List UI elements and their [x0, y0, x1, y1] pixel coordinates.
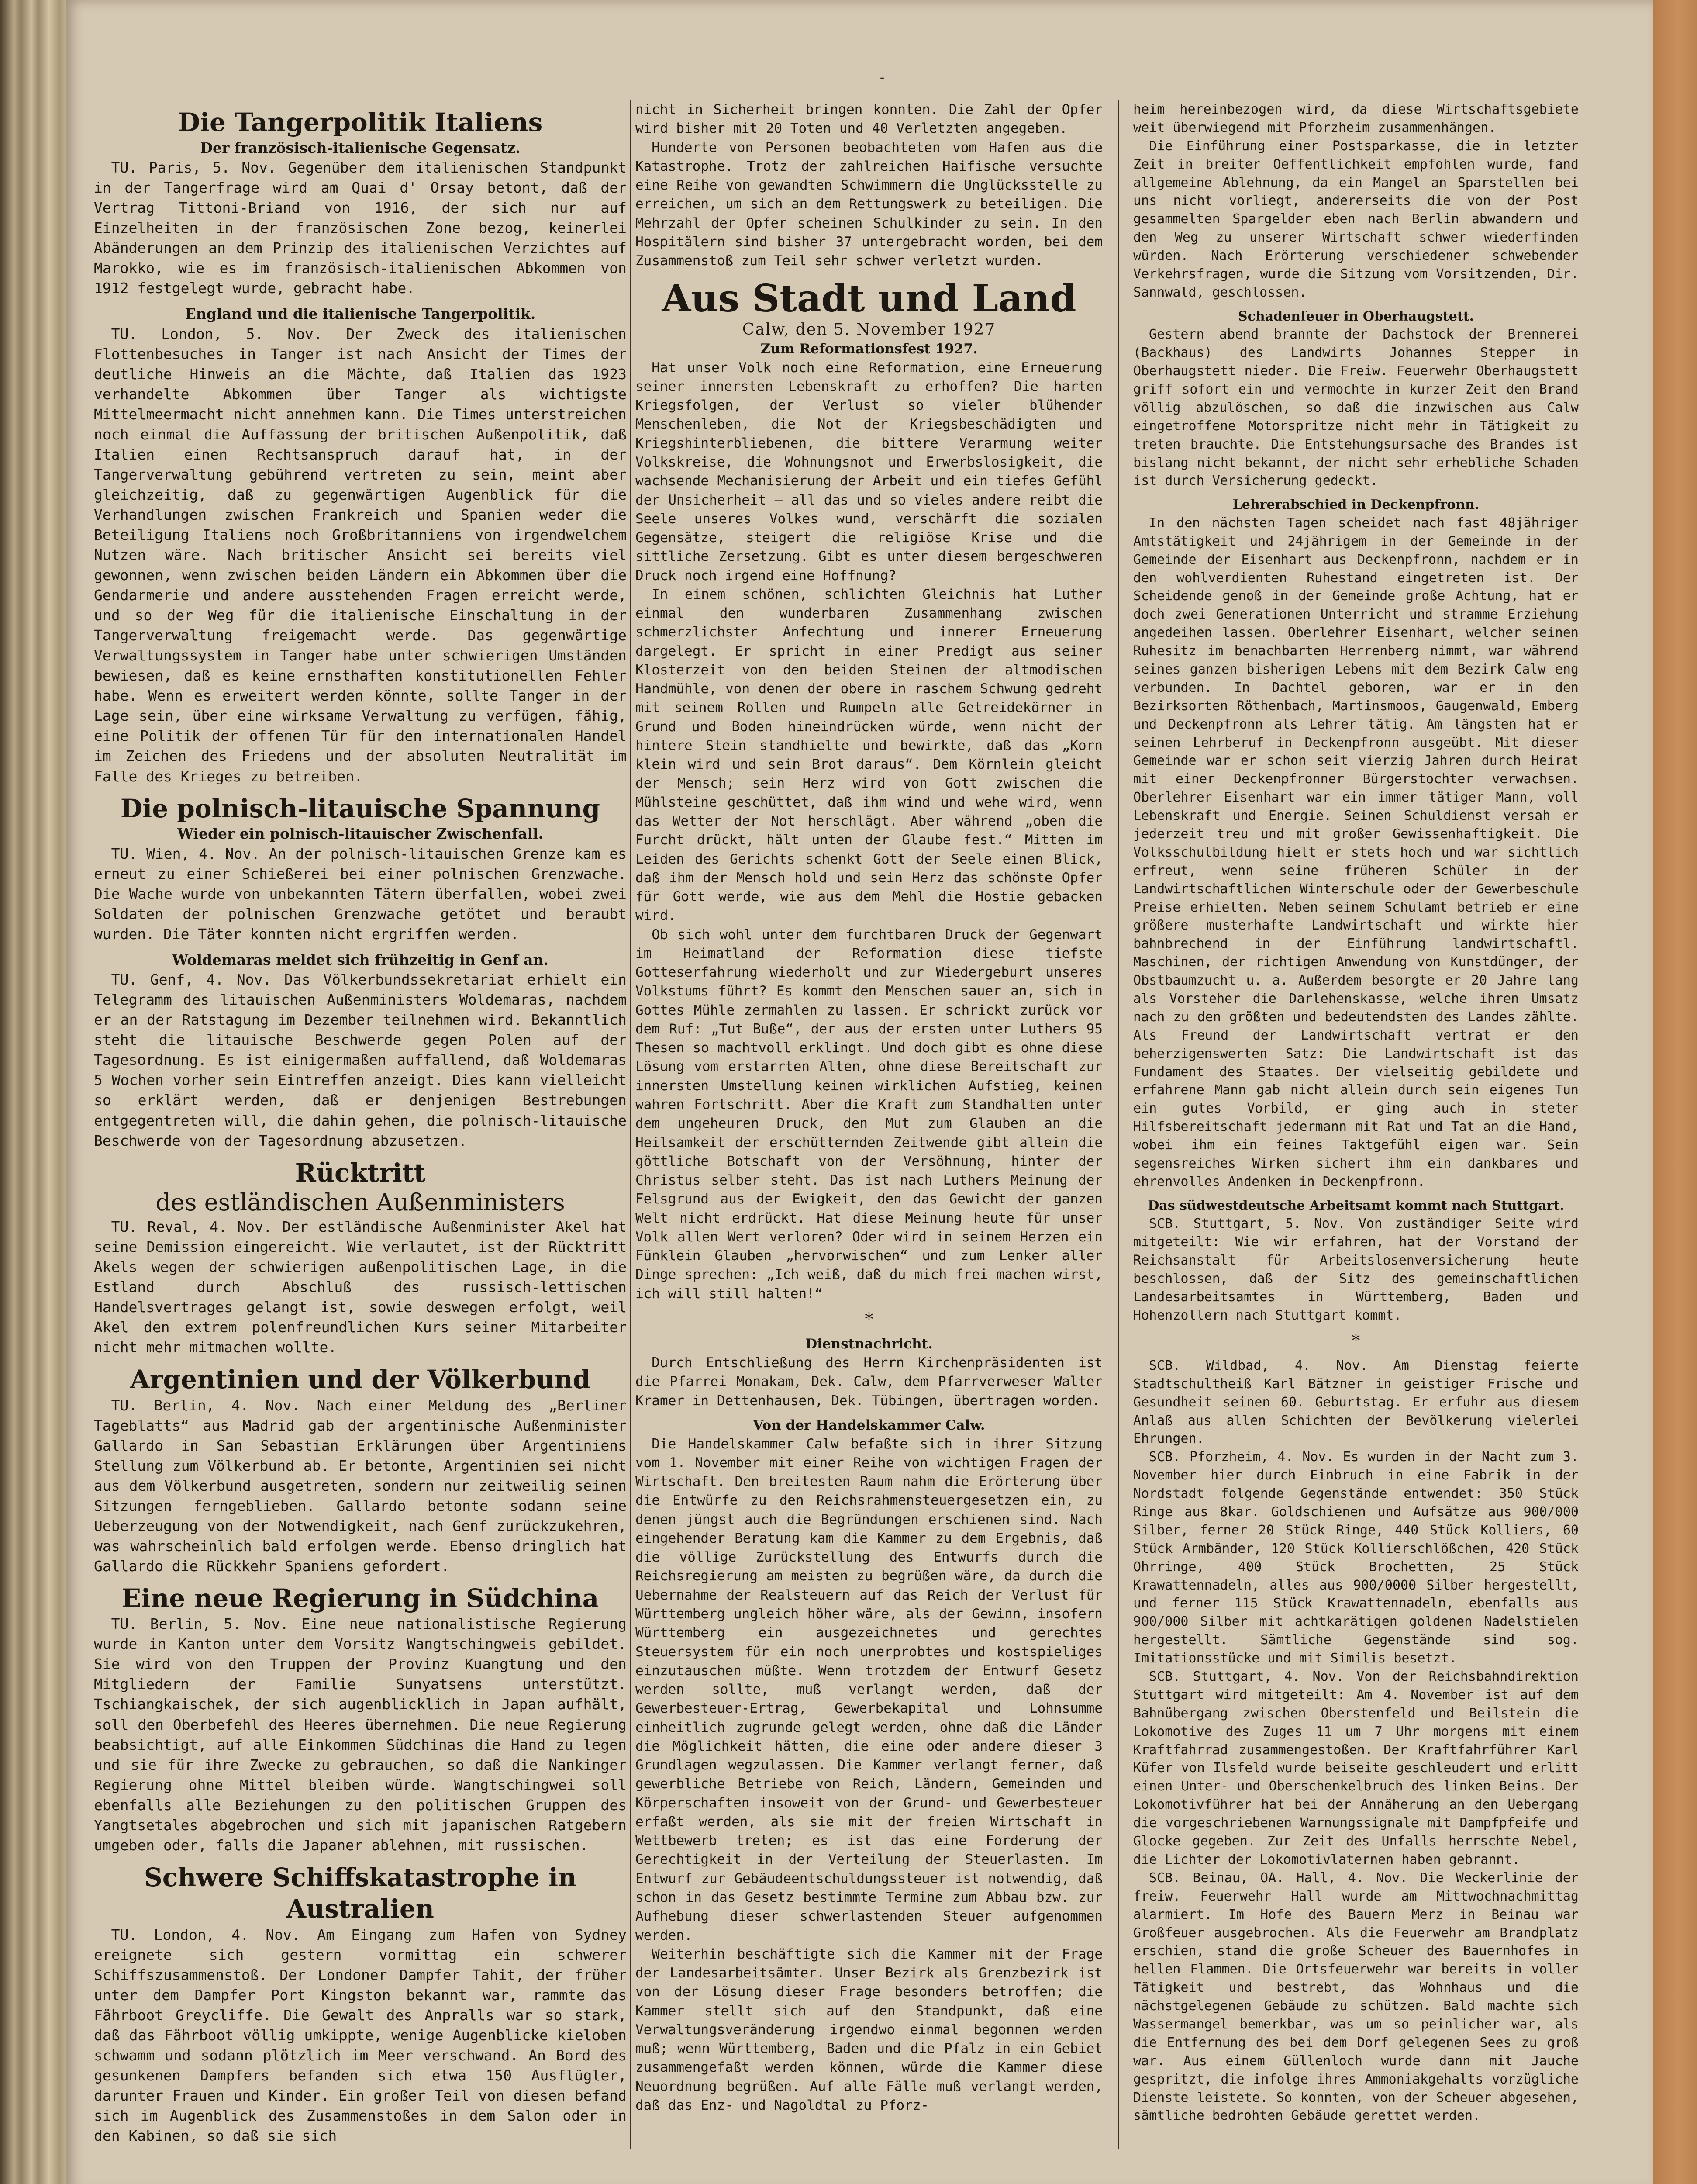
article-paragraph: TU. Berlin, 5. Nov. Eine neue nationalistische Regierung wurde in Kanton unter dem Vorsitz Wangtschingweis gebildet. Sie wird von den Truppen der Provinz Kuangtung und den Mitgliedern der Familie Sunyatsens unterstützt. Tschiangkaischek, der sich augenblicklich in Japan aufhält, soll den Oberbefehl des Heeres übernehmen. Die neue Regierung beabsichtigt, auf alle Einkommen Südchinas die Hand zu legen und sie für ihre Zwecke zu gebrauchen, so daß die Nankinger Regierung ohne Mittel bleiben würde. Wangtschingwei soll ebenfalls alle Beziehungen zu den politischen Gruppen des Yangtsetales abgebrochen und sich mit japanischen Ratgebern umgeben oder, falls die Japaner ablehnen, mit russischen.	[94, 1615, 627, 1854]
article-paragraph: Hunderte von Personen beobachteten vom Hafen aus die Katastrophe. Trotz der zahlreichen Haifische versuchte eine Reihe von gewandten Schwimmern die Unglücksstelle zu erreichen, um sich an dem Rettungswerk zu beteiligen. Die Mehrzahl der Opfer scheinen Schulkinder zu sein. In den Hospitälern sind bisher 37 untergebracht worden, bei dem Zusammenstoß zum Teil sehr schwer verletzt wurden.	[635, 139, 1103, 269]
column-3	[1133, 100, 1579, 2125]
article-subheadline: Wieder ein polnisch-litauischer Zwischenfall.	[177, 825, 544, 843]
article-paragraph: nicht in Sicherheit bringen konnten. Die Zahl der Opfer wird bisher mit 20 Toten und 40 Verletzten angegeben.	[635, 102, 1103, 137]
news-item-heading: Lehrerabschied in Deckenpfronn.	[1232, 497, 1480, 513]
article-headline: Rücktritt	[295, 1158, 426, 1188]
section-dateline: Calw, den 5. November 1927	[742, 320, 996, 339]
article-headline: Schwere Schiffskatastrophe in Australien	[144, 1862, 577, 1924]
article-paragraph: Weiterhin beschäftigte sich die Kammer mit der Frage der Landesarbeitsämter. Unser Bezirk als Grenzbezirk ist von der Lösung dieser Frage besonders betroffen; die Kammer stellt sich auf den Standpunkt, daß eine Verwaltungsveränderung irgendwo einmal begonnen werden muß; wenn Württemberg, Baden und die Pfalz in ein Gebiet zusammengefaßt werden können, würde die Kammer diese Neuordnung begrüßen. Auf alle Fälle muß verlangt werden, daß das Enz- und Nagoldtal zu Pforz-	[635, 1946, 1103, 2113]
article-subheadline: Der französisch-italienische Gegensatz.	[200, 139, 521, 156]
article-paragraph: SCB. Stuttgart, 4. Nov. Von der Reichsbahndirektion Stuttgart wird mitgeteilt: Am 4. November ist auf dem Bahnübergang zwischen Oberstenfeld und Beilstein die Lokomotive des Zuges 11 um 7 Uhr morgens mit einem Kraftfahrrad zusammengestoßen. Der Kraftfahrführer Karl Küfer von Ilsfeld wurde beiseite geschleudert und erlitt einen Unter- und Oberschenkelbruch des linken Beins. Der Lokomotivführer hat bei der Annäherung an den Uebergang die vorgeschriebenen Warnungssignale mit Dampfpfeife und Glocke gegeben. Zur Zeit des Unfalls herrschte Nebel, die Lichter der Lokomotivlaternen haben gebrannt.	[1133, 1669, 1579, 1867]
article-paragraph: Ob sich wohl unter dem furchtbaren Druck der Gegenwart im Heimatland der Reformation diese tiefste Gotteserfahrung wiederholt und zur Wiedergeburt unseres Volkstums führt? Es kommt den Menschen sauer an, sich in Gottes Mühle zermahlen zu lassen. Er schrickt zurück vor dem Ruf: „Tut Buße“, der aus der ersten unter Luthers 95 Thesen so machtvoll erklingt. Und doch gibt es ohne diese Lösung vom erstarrten Alten, ohne diese Bereitschaft zur innersten Umstellung keinen wirklichen Aufstieg, keinen wahren Fortschritt. Aber die Kraft zum Standhalten unter dem ungeheuren Druck, den Mut zum Glauben an die Heilsamkeit der erschütternden Zeitwende gibt allein die göttliche Botschaft von der Versöhnung, hinter der Christus selber steht. Das ist nach Luthers Meinung der Felsgrund aus der Ewigkeit, den das Gewicht der ganzen Welt nicht erdrückt. Hat diese Meinung heute für unser Volk allen Wert verloren? Oder wird in seinem Herzen ein Fünklein Glauben „hervorwischen“ und zum Lenker aller Dinge sprechen: „Ich weiß, daß du mich frei machen wirst, ich will still halten!“	[635, 926, 1103, 1302]
article-paragraph: Die Einführung einer Postsparkasse, die in letzter Zeit in breiter Oeffentlichkeit empfohlen wurde, fand allgemeine Ablehnung, da ein Mangel an Sparstellen bei uns nicht vorliegt, andererseits die von der Post gesammelten Spargelder eben nach Berlin abwandern und den Weg zu unserer Wirtschaft schwer wiederfinden würden. Nach Erörterung verschiedener schwebender Verkehrsfragen, wurde die Sitzung vom Vorsitzenden, Dir. Sannwald, geschlossen.	[1133, 138, 1579, 300]
article-paragraph: heim hereinbezogen wird, da diese Wirtschaftsgebiete weit überwiegend mit Pforzheim zusammenhängen.	[1133, 102, 1579, 135]
article-subheadline: Dienstnachricht.	[805, 1336, 933, 1352]
next-page-edge	[1653, 0, 1697, 2184]
article-paragraph: In einem schönen, schlichten Gleichnis hat Luther einmal den wunderbaren Zusammenhang zwischen schmerzlichster Anfechtung und innerer Erneuerung dargelegt. Er spricht in einer Predigt aus seiner Klosterzeit von den beiden Steinen der altmodischen Handmühle, von denen der obere in raschem Schwung gedreht mit seinem Rollen und Rumpeln alle Getreidekörner in Grund und Boden hineindrücken würde, wenn nicht der hintere Stein standhielte und bewirkte, daß das „Korn klein wird und sein Brot daraus“. Dem Körnlein gleicht der Mensch; sein Herz wird von Gott zwischen die Mühlsteine geschüttet, daß ihm wind und wehe wird, wenn das Wetter der Not herschlägt. Aber während „oben die Furcht drückt, hält unten der Glaube fest.“ Mitten im Leiden des Gerichts schenkt Gott der Seele einen Blick, daß ihm der Mensch hold und sein Herz das schönste Opfer für Gott werde, wie aus dem Mehl die Hostie gebacken wird.	[635, 586, 1103, 924]
article-paragraph: SCB. Stuttgart, 5. Nov. Von zuständiger Seite wird mitgeteilt: Wie wir erfahren, hat der Vorstand der Reichsanstalt für Arbeitslosenversicherung heute beschlossen, daß der Sitz des gemeinschaftlichen Landesarbeitsamtes in Württemberg, Baden und Hohenzollern nach Stuttgart kommt.	[1133, 1216, 1579, 1323]
article-paragraph: SCB. Wildbad, 4. Nov. Am Dienstag feierte Stadtschultheiß Karl Bätzner in geistiger Frische und Gesundheit seinen 60. Geburtstag. Er erfuhr aus diesem Anlaß aus allen Schichten der Bevölkerung vielerlei Ehrungen.	[1133, 1358, 1579, 1447]
article-paragraph: TU. London, 4. Nov. Am Eingang zum Hafen von Sydney ereignete sich gestern vormittag ein schwerer Schiffszusammenstoß. Der Londoner Dampfer Tahit, der früher unter dem Dampfer Port Kingston bekannt war, rammte das Fährboot Greycliffe. Die Gewalt des Anpralls war so stark, daß das Fährboot völlig umkippte, wenige Augenblicke kieloben schwamm und sodann plötzlich im Meer verschwand. An Bord des gesunkenen Dampfers befanden sich etwa 150 Ausflügler, darunter Frauen und Kinder. Ein großer Teil von diesen befand sich im Augenblick des Zusammenstoßes in dem Salon oder in den Kabinen, so daß sie sich	[94, 1926, 627, 2145]
article-paragraph: TU. Genf, 4. Nov. Das Völkerbundssekretariat erhielt ein Telegramm des litauischen Außenministers Woldemaras, nachdem er an der Ratstagung im Dezember teilnehmen wird. Bekanntlich steht die litauische Beschwerde gegen Polen auf der Tagesordnung. Es ist einigermaßen auffallend, daß Woldemaras 5 Wochen vorher sein Eintreffen anzeigt. Dies kann vielleicht so erklärt werden, daß er denjenigen Bestrebungen entgegentreten will, die dahin gehen, die polnisch-litauische Beschwerde von der Tagesordnung abzusetzen.	[94, 971, 627, 1149]
news-item-heading: Von der Handelskammer Calw.	[753, 1417, 985, 1433]
section-separator-asterisk: *	[1352, 1330, 1360, 1350]
column-rule-left	[630, 100, 631, 2149]
article-paragraph: In den nächsten Tagen scheidet nach fast 48jähriger Amtstätigkeit und 24jährigem in der Gemeinde in der Gemeinde der Eisenhart aus Deckenpfronn, nachdem er in den wohlverdienten Ruhestand eingetreten ist. Der Scheidende genoß in der Gemeinde große Achtung, hat er doch zwei Generationen Unterricht und stramme Erziehung angedeihen lassen. Oberlehrer Eisenhart, welcher seinen Ruhesitz im benachbarten Herrenberg nimmt, war während seines ganzen bisherigen Lebens mit dem Bezirk Calw eng verbunden. In Dachtel geboren, war er in den Bezirksorten Röthenbach, Martinsmoos, Gaugenwald, Emberg und Deckenpfronn als Lehrer tätig. Am längsten hat er seinen Lehrberuf in Deckenpfronn ausgeübt. Mit dieser Gemeinde war er schon seit vierzig Jahren durch Heirat mit einer Deckenpfronner Bürgerstochter verwachsen. Oberlehrer Eisenhart war ein immer tätiger Mann, voll Lebenskraft und Energie. Seinen Schuldienst versah er jederzeit treu und mit großer Gewissenhaftigkeit. Die Volksschulbildung hielt er stets hoch und war sichtlich erfreut, wenn seine früheren Schüler in der Landwirtschaftlichen Winterschule oder der Gewerbeschule Preise erhielten. Neben seinem Schulamt betrieb er eine größere musterhafte Landwirtschaft und wirkte hier bahnbrechend in der Einführung landwirtschaftl. Maschinen, der richtigen Anwendung von Kunstdünger, der Obstbaumzucht u. a. Außerdem besorgte er 20 Jahre lang als Vorsteher die Darlehenskasse, welche ihren Umsatz nach zu den größten und bedeutendsten des Landes zählte. Als Freund der Landwirtschaft vertrat er den beherzigenswerten Satz: Die Landwirtschaft ist das Fundament des Staates. Der vielseitig gebildete und erfahrene Mann gab nicht allein durch sein eigenes Tun ein gutes Vorbild, er ging auch in steter Hilfsbereitschaft jedermann mit Rat und Tat an die Hand, wobei ihm ein feines Taktgefühl eigen war. Sein segensreiches Wirken sichert ihm ein dankbares und ehrenvolles Andenken in Deckenpfronn.	[1133, 515, 1579, 1189]
article-paragraph: TU. Berlin, 4. Nov. Nach einer Meldung des „Berliner Tageblatts“ aus Madrid gab der argentinische Außenminister Gallardo in San Sebastian Erklärungen über Argentiniens Stellung zum Völkerbund ab. Er betonte, Argentinien sei nicht aus dem Völkerbund ausgetreten, sondern nur zeitweilig seinen Sitzungen ferngeblieben. Gallardo betonte sodann seine Ueberzeugung von der Notwendigkeit, nach Genf zurückzukehren, was wahrscheinlich bald erfolgen werde. Ebenso dringlich hat Gallardo die Rückkehr Spaniens gefordert.	[94, 1396, 627, 1575]
column-1	[94, 100, 627, 2146]
news-item-heading: England und die italienische Tangerpolitik.	[185, 305, 536, 323]
article-paragraph: TU. Reval, 4. Nov. Der estländische Außenminister Akel hat seine Demission eingereicht. Wie verlautet, ist der Rücktritt Akels wegen der schwierigen außenpolitischen Lage, in die Estland durch Abschluß des russisch-lettischen Handelsvertrages gelangt ist, sowie deswegen erfolgt, weil Akel den extrem polenfreundlichen Kurs seiner Mitarbeiter nicht mehr mitmachen wollte.	[94, 1218, 627, 1356]
section-separator-asterisk: *	[865, 1309, 873, 1329]
article-paragraph: Hat unser Volk noch eine Reformation, eine Erneuerung seiner innersten Lebenskraft zu erhoffen? Die harten Kriegsfolgen, der Verlust so vieler blühender Menschenleben, die Not der Kriegsbeschädigten und Kriegshinterbliebenen, die bittere Verarmung weiter Volkskreise, die Wohnungsnot und Erwerbslosigkeit, die wachsende Mechanisierung der Arbeit und ein tiefes Gefühl der Unsicherheit — all das und so vieles andere reibt die Seele unseres Volkes wund, verschärft die sozialen Gegensätze, steigert die religiöse Krise und die sittliche Zersetzung. Gibt es unter diesem bergeschweren Druck noch irgend eine Hoffnung?	[635, 359, 1103, 584]
article-headline: Argentinien und der Völkerbund	[130, 1365, 591, 1395]
article-paragraph: SCB. Pforzheim, 4. Nov. Es wurden in der Nacht zum 3. November hier durch Einbruch in eine Fabrik in der Nordstadt folgende Gegenstände entwendet: 350 Stück Ringe aus 8kar. Goldschienen und Aufsätze aus 900/000 Silber, ferner 20 Stück Ringe, 440 Stück Kolliers, 60 Stück Armbänder, 120 Stück Kollierschlößchen, 420 Stück Ohrringe, 400 Stück Brochetten, 25 Stück Krawattennadeln, alles aus 900/0000 Silber hergestellt, und ferner 115 Stück Krawattennadeln, ebenfalls aus 900/000 Silber mit achtkarätigen goldenen Nadelstielen hergestellt. Sämtliche Gegenstände sind sog. Imitationsstücke und mit Similis besetzt.	[1133, 1449, 1579, 1666]
article-headline: Eine neue Regierung in Südchina	[121, 1583, 599, 1613]
news-item-heading: Schadenfeuer in Oberhaugstett.	[1238, 308, 1474, 324]
article-headline: Die polnisch-litauische Spannung	[120, 793, 600, 823]
article-paragraph: TU. London, 5. Nov. Der Zweck des italienischen Flottenbesuches in Tanger ist nach Ansicht der Times der deutliche Hinweis an die Mächte, daß Italien das 1923 verhandelte Abkommen über Tanger als wichtigste Mittelmeermacht nicht annehmen kann. Die Times unterstreichen noch einmal die Auffassung der britischen Außenpolitik, daß Italien einen Rechtsanspruch darauf hat, in der Tangerverwaltung gebührend vertreten zu sein, meint aber gleichzeitig, daß zu gegenwärtigen Augenblick für die Verhandlungen zwischen Frankreich und Spanien weder die Beteiligung Italiens noch Großbritanniens von irgendwelchem Nutzen wäre. Nach britischer Ansicht sei bereits viel gewonnen, wenn zwischen beiden Ländern ein Abkommen über die Gendarmerie und andere ausstehenden Fragen erreicht werde, und so der Weg für die italienische Einschaltung in der Tangerverwaltung freigemacht werde. Das gegenwärtige Verwaltungssystem in Tanger habe unter schwierigen Umständen bewiesen, daß es keine ernsthaften konstitutionellen Fehler habe. Wenn es erweitert werden könnte, sollte Tanger in der Lage sein, über eine wirksame Verwaltung zu verfügen, fähig, eine Politik der offenen Tür für den internationalen Handel im Zeichen des Friedens und der absoluten Neutralität im Falle des Krieges zu betreiben.	[94, 325, 627, 785]
news-item-heading: Das südwestdeutsche Arbeitsamt kommt nach Stuttgart.	[1148, 1198, 1564, 1213]
article-headline: Die Tangerpolitik Italiens	[178, 107, 543, 137]
article-paragraph: Durch Entschließung des Herrn Kirchenpräsidenten ist die Pfarrei Monakam, Dek. Calw, dem Pfarrverweser Walter Kramer in Dettenhausen, Dek. Tübingen, übertragen worden.	[635, 1355, 1103, 1409]
column-rule-right	[1118, 100, 1119, 2149]
page-mark: -	[880, 70, 885, 85]
article-headline-continued: des estländischen Außenministers	[155, 1189, 565, 1216]
article-subheadline: Zum Reformationsfest 1927.	[760, 341, 978, 357]
column-2	[635, 100, 1103, 2115]
section-masthead: Aus Stadt und Land	[662, 276, 1076, 321]
article-paragraph: TU. Wien, 4. Nov. An der polnisch-litauischen Grenze kam es erneut zu einer Schießerei bei einer polnischen Grenzwache. Die Wache wurde von unbekannten Tätern überfallen, wobei zwei Soldaten der polnischen Grenzwache getötet und beraubt wurden. Die Täter konnten nicht ergriffen werden.	[94, 845, 627, 943]
news-item-heading: Woldemaras meldet sich frühzeitig in Genf an.	[172, 951, 548, 968]
article-paragraph: Die Handelskammer Calw befaßte sich in ihrer Sitzung vom 1. November mit einer Reihe von wichtigen Fragen der Wirtschaft. Den breitesten Raum nahm die Erörterung über die Entwürfe zu den Reichsrahmensteuergesetzen ein, zu denen jüngst auch die Begründungen erschienen sind. Nach eingehender Beratung kam die Kammer zu dem Ergebnis, daß die völlige Zurückstellung des Entwurfs durch die Reichsregierung am meisten zu begrüßen wäre, da durch die Uebernahme der Realsteuern auf das Reich der Verlust für Württemberg ungleich höher wäre, als der Gewinn, insofern Württemberg ein ausgezeichnetes und gerechtes Steuersystem für ein noch unerprobtes und kostspieliges einzutauschen müßte. Wenn trotzdem der Entwurf Gesetz werden sollte, muß verlangt werden, daß der Gewerbesteuer-Ertrag, Gewerbekapital und Lohnsumme einheitlich zugrunde gelegt werden, ohne daß die Länder die Möglichkeit hätten, die eine oder andere dieser 3 Grundlagen wegzulassen. Die Kammer verlangt ferner, daß gewerbliche Betriebe von Reich, Ländern, Gemeinden und Körperschaften insoweit von der Grund- und Gewerbesteuer erfaßt werden, als sie mit der freien Wirtschaft in Wettbewerb treten; es ist das eine Forderung der Gerechtigkeit in der Verteilung der Steuerlasten. Im Entwurf zur Gebäudeentschuldungssteuer ist notwendig, daß schon in das Gesetz bestimmte Termine zum Abbau bzw. zur Aufhebung dieser schwerlastenden Steuer aufgenommen werden.	[635, 1436, 1103, 1943]
article-paragraph: Gestern abend brannte der Dachstock der Brennerei (Backhaus) des Landwirts Johannes Stepper in Oberhaugstett nieder. Die Freiw. Feuerwehr Oberhaugstett griff sofort ein und vermochte in kurzer Zeit den Brand völlig abzulöschen, so daß die inzwischen aus Calw eingetroffene Motorspritze nicht mehr in Tätigkeit zu treten brauchte. Die Entstehungsursache des Brandes ist bislang nicht bekannt, der nicht sehr erhebliche Schaden ist durch Versicherung gedeckt.	[1133, 327, 1579, 489]
article-paragraph: TU. Paris, 5. Nov. Gegenüber dem italienischen Standpunkt in der Tangerfrage wird am Quai d' Orsay betont, daß der Vertrag Tittoni-Briand von 1916, der sich nur auf Einzelheiten in der französischen Zone bezog, keinerlei Abänderungen an dem Prinzip des italienischen Verzichtes auf Marokko, wie es im französisch-italienischen Abkommen von 1912 festgelegt wurde, gebracht habe.	[94, 159, 627, 297]
article-paragraph: SCB. Beinau, OA. Hall, 4. Nov. Die Weckerlinie der freiw. Feuerwehr Hall wurde am Mittwochnachmittag alarmiert. Im Hofe des Bauern Merz in Beinau war Großfeuer ausgebrochen. Als die Feuerwehr am Brandplatz erschien, stand die große Scheuer des Bauernhofes in hellen Flammen. Die Ortsfeuerwehr war bereits in voller Tätigkeit und bestrebt, das Wohnhaus und die nächstgelegenen Gebäude zu schützen. Bald machte sich Wassermangel bemerkbar, was um so peinlicher war, als die Entfernung des bei dem Dorf gelegenen Sees zu groß war. Aus einem Güllenloch wurde dann mit Jauche gespritzt, die infolge ihres Ammoniakgehalts vorzügliche Dienste leistete. So konnten, von der Scheuer abgesehen, sämtliche bedrohten Gebäude gerettet werden.	[1133, 1870, 1579, 2124]
